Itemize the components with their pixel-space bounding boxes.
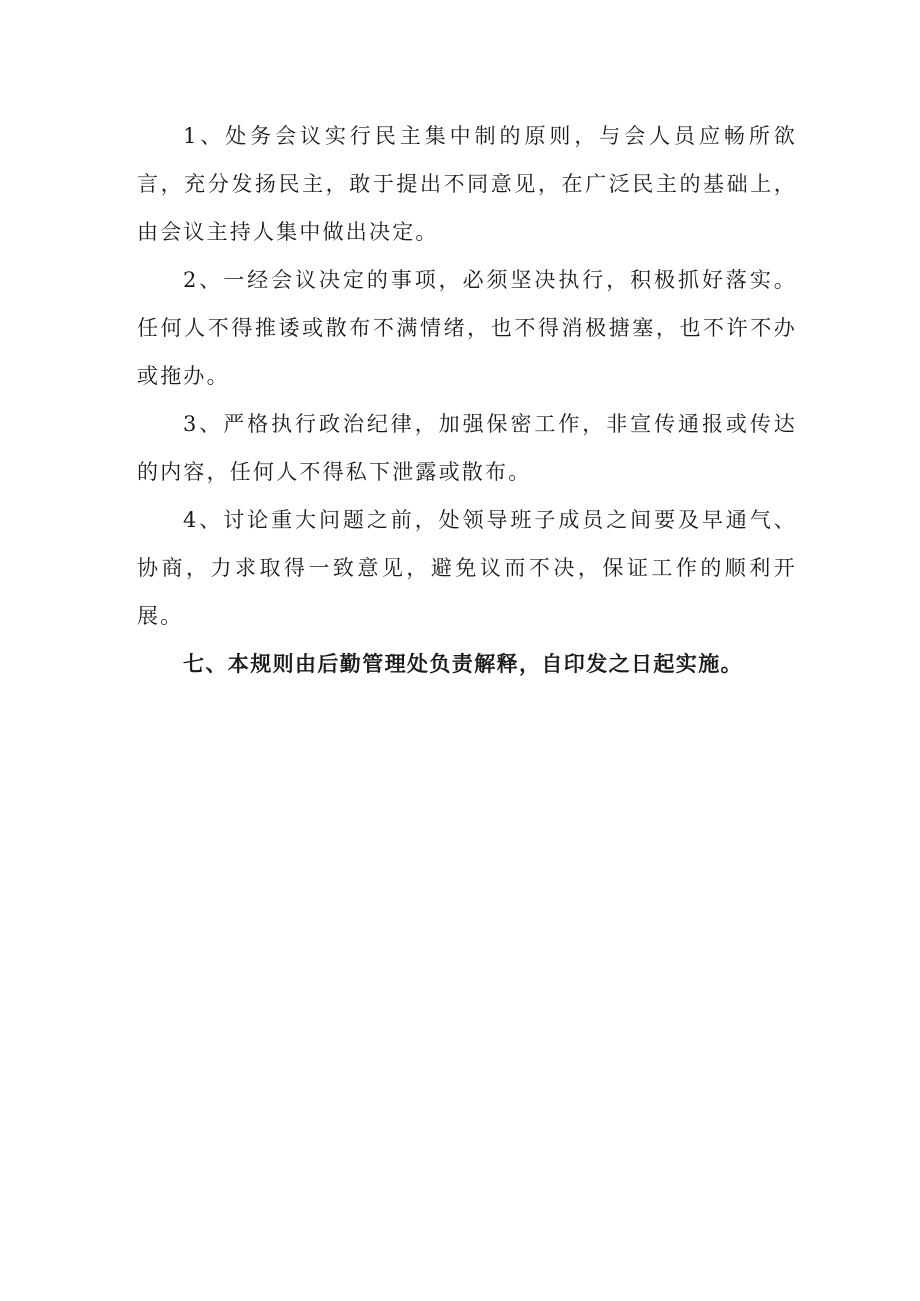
paragraph-item-2: 2、一经会议决定的事项，必须坚决执行，积极抓好落实。任何人不得推诿或散布不满情绪，也不得消极搪塞，也不许不办或拖办。 [137, 268, 797, 388]
paragraph-item-1: 1、处务会议实行民主集中制的原则，与会人员应畅所欲言，充分发扬民主，敢于提出不同意见，在广泛民主的基础上，由会议主持人集中做出决定。 [137, 124, 797, 244]
paragraph-item-3: 3、严格执行政治纪律，加强保密工作，非宣传通报或传达的内容，任何人不得私下泄露或散布。 [137, 412, 797, 484]
document-body [137, 112, 797, 688]
closing-clause: 七、本规则由后勤管理处负责解释，自印发之日起实施。 [183, 652, 743, 676]
paragraph-item-4: 4、讨论重大问题之前，处领导班子成员之间要及早通气、协商，力求取得一致意见，避免议而不决，保证工作的顺利开展。 [137, 508, 797, 628]
